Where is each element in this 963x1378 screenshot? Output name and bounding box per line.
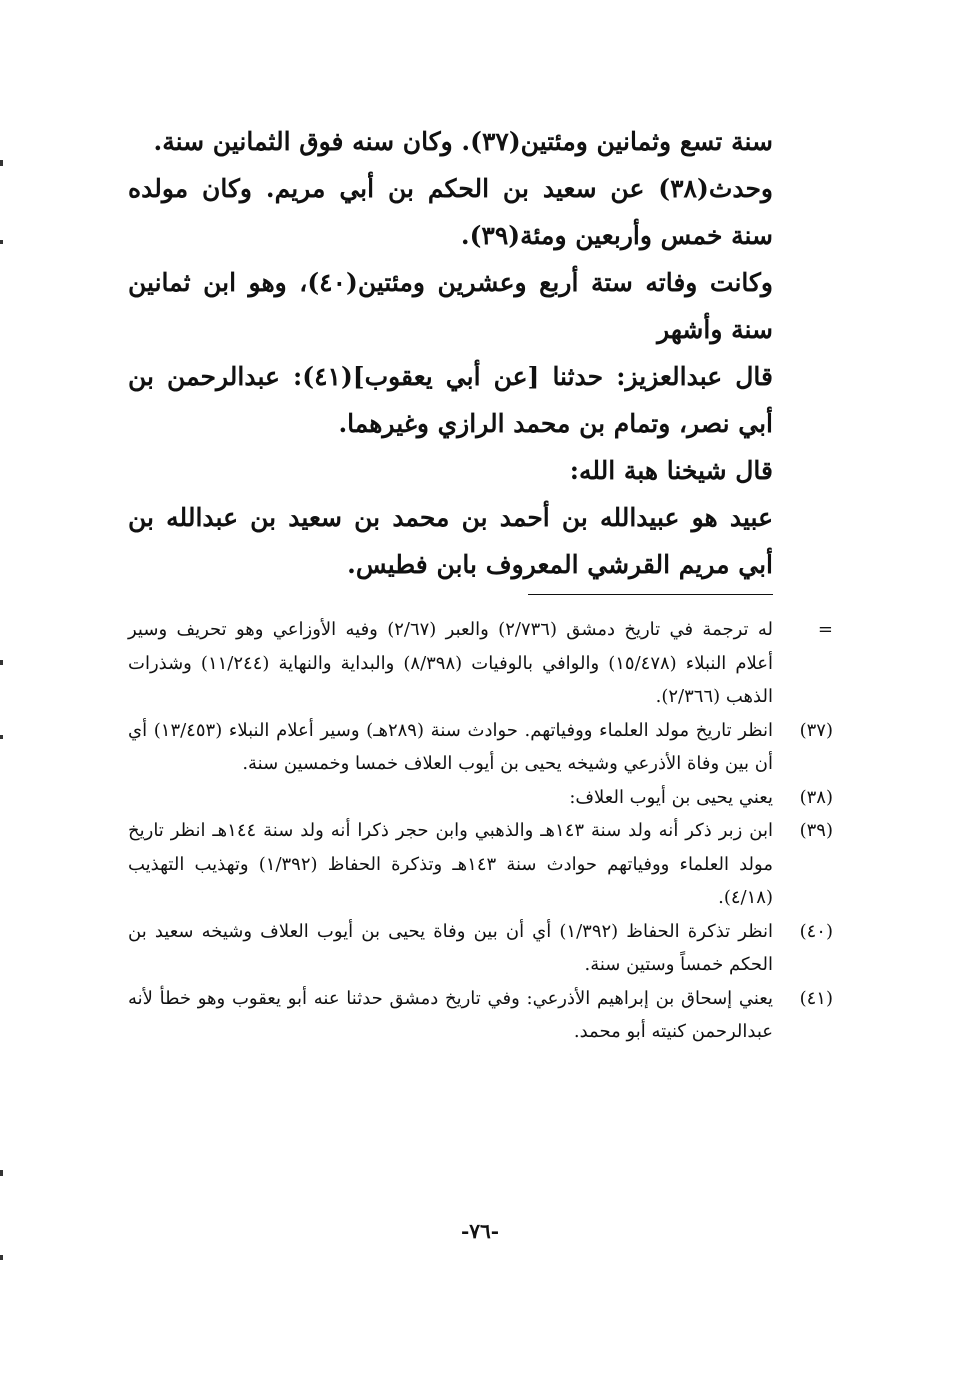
main-text-body	[128, 118, 773, 588]
main-paragraph: وحدث(٣٨) عن سعيد بن الحكم بن أبي مريم. وكان مولده سنة خمس وأربعين ومئة(٣٩).	[128, 174, 773, 250]
page-number: -٧٦-	[460, 1219, 500, 1243]
footnote-marker: =	[817, 619, 833, 640]
footnote-separator	[528, 594, 773, 595]
footnote-marker: (٣٧)	[799, 719, 833, 741]
footnote-marker: (٤٠)	[799, 920, 833, 942]
footnote-item	[128, 714, 833, 781]
footnote-text: انظر تاريخ مولد العلماء ووفياتهم. حوادث سنة (٢٨٩هـ) وسير أعلام النبلاء (١٣/٤٥٣) أي أن بين وفاة الأذرعي وشيخه يحيى بن أيوب العلاف خمسا وخمسين سنة.	[128, 719, 773, 774]
scan-edge-mark	[0, 1255, 3, 1260]
scan-edge-mark	[0, 240, 3, 244]
footnote-text: يعني يحيى بن أيوب العلاف:	[569, 786, 773, 808]
main-paragraph: وكانت وفاته ستة أربع وعشرين ومئتين(٤٠)، وهو ابن ثمانين سنة وأشهر	[128, 268, 773, 344]
footnote-marker: (٣٨)	[799, 786, 833, 808]
main-paragraph: عبيد هو عبيدالله بن أحمد بن محمد بن سعيد بن عبدالله بن أبي مريم القرشي المعروف بابن فطيس.	[128, 503, 773, 579]
main-paragraph: قال شيخنا هبة الله:	[569, 456, 773, 485]
footnotes-section	[128, 613, 833, 1049]
scan-edge-mark	[0, 660, 3, 665]
main-paragraph: سنة تسع وثمانين ومئتين(٣٧). وكان سنه فوق الثمانين سنة.	[153, 127, 773, 156]
scan-edge-mark	[0, 735, 3, 739]
footnote-text: يعني إسحاق بن إبراهيم الأذرعي: وفي تاريخ دمشق حدثنا عنه أبو يعقوب وهو خطأ لأنه عبدالرحمن كنيته أبو محمد.	[128, 987, 773, 1042]
footnote-marker: (٣٩)	[799, 820, 833, 841]
footnote-item	[128, 982, 833, 1049]
main-paragraph: قال عبدالعزيز: حدثنا [عن أبي يعقوب](٤١): عبدالرحمن بن أبي نصر، وتمام بن محمد الرازي وغيرهما.	[128, 362, 773, 438]
footnote-item	[128, 915, 833, 982]
footnote-text: انظر تذكرة الحفاظ (١/٣٩٢) أي أن بين وفاة يحيى بن أيوب العلاف وشيخه سعيد بن الحكم خمساً وستين سنة.	[128, 920, 773, 975]
footnote-item	[128, 814, 833, 915]
footnote-item	[128, 613, 833, 714]
footnote-text: له ترجمة في تاريخ دمشق (٢/٧٣٦) والعبر (٢/٦٧) وفيه الأوزاعي وهو تحريف وسير أعلام النبلاء (١٥/٤٧٨) والوافي بالوفيات (٨/٣٩٨) والبداية والنهاية (١١/٢٤٤) وشذرات الذهب (٢/٣٦٦).	[128, 619, 773, 707]
footnote-text: ابن زبر ذكر أنه ولد سنة ١٤٣هـ والذهبي وابن حجر ذكرا أنه ولد سنة ١٤٤هـ انظر تاريخ مولد العلماء ووفياتهم حوادث سنة ١٤٣هـ وتذكرة الحفاظ (١/٣٩٢) وتهذيب التهذيب (٤/١٨).	[128, 820, 773, 908]
footnote-marker: (٤١)	[799, 987, 833, 1009]
scan-edge-mark	[0, 1170, 3, 1176]
footnote-item	[128, 781, 833, 815]
scan-edge-mark	[0, 160, 3, 166]
